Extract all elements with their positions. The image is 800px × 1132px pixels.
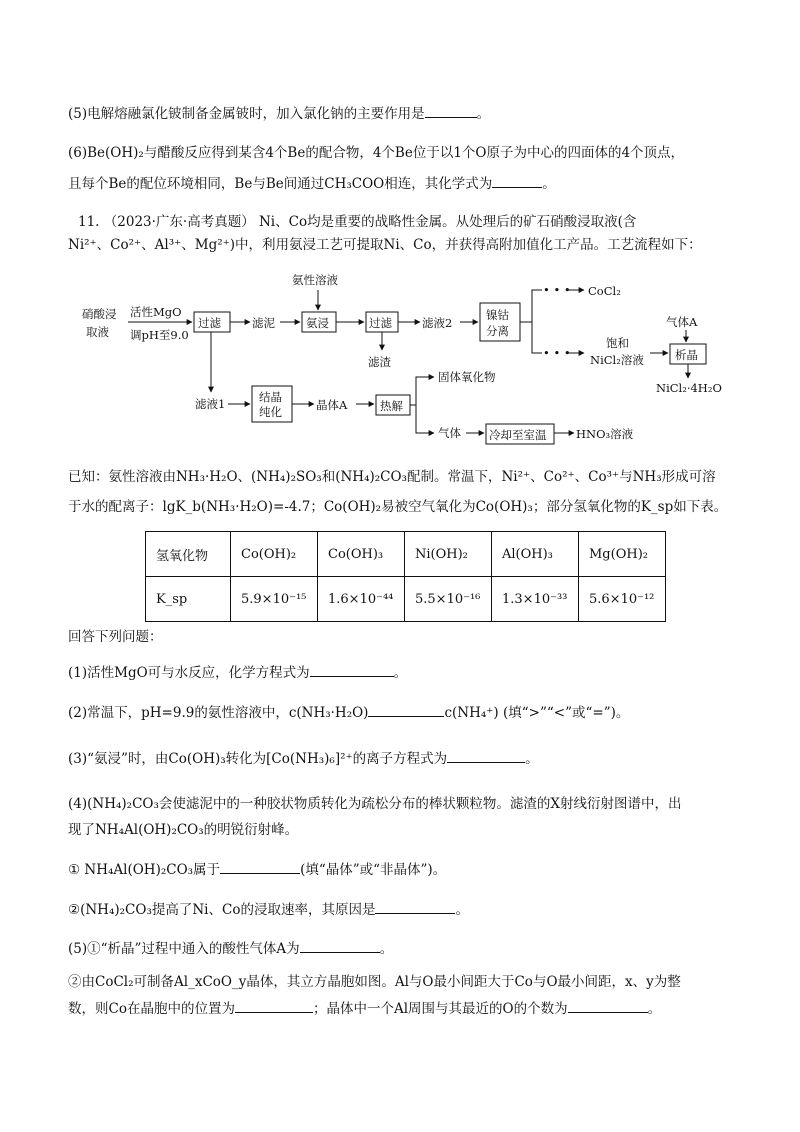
question-5: (5)电解熔融氯化铍制备金属铍时，加入氯化钠的主要作用是 。 bbox=[68, 103, 490, 124]
cocl2-product: CoCl₂ bbox=[588, 284, 621, 298]
answer-blank bbox=[568, 998, 648, 1013]
dots-upper: • • • bbox=[543, 283, 571, 297]
question-6-line2: 且每个Be的配位环境相同，Be与Be间通过CH₃COO相连，其化学式为 。 bbox=[68, 173, 556, 194]
crystal-a-label: 晶体A bbox=[316, 398, 348, 412]
sub-question-4-line1: (4)(NH₄)₂CO₃会使滤泥中的一种胶状物质转化为疏松分布的棒状颗粒物。滤渣的X射线衍射图谱中，出 bbox=[68, 796, 682, 812]
answer-intro: 回答下列问题： bbox=[68, 629, 163, 645]
purification-label-2: 纯化 bbox=[259, 405, 282, 419]
answer-blank bbox=[300, 938, 380, 953]
table-cell: K_sp bbox=[146, 577, 231, 622]
question-6-line1: (6)Be(OH)₂与醋酸反应得到某含4个Be的配合物，4个Be位于以1个O原子为中心的四面体的4个顶点， bbox=[68, 145, 685, 161]
table-cell: 5.5×10⁻¹⁶ bbox=[405, 577, 492, 622]
table-cell: Co(OH)₃ bbox=[318, 532, 405, 577]
ammonia-solution-label: 氨性溶液 bbox=[292, 273, 338, 287]
table-cell: Co(OH)₂ bbox=[231, 532, 318, 577]
table-cell: Al(OH)₃ bbox=[492, 532, 579, 577]
sub-question-3: (3)“氨浸”时，由Co(OH)₃转化为[Co(NH₃)₆]²⁺的离子方程式为 。 bbox=[68, 748, 539, 769]
filtrate-2-label: 滤液2 bbox=[422, 316, 453, 330]
table-cell: Mg(OH)₂ bbox=[579, 532, 666, 577]
ammonia-leach-label: 氨浸 bbox=[306, 316, 329, 330]
pyrolysis-label: 热解 bbox=[380, 399, 403, 413]
sub-question-1: (1)活性MgO可与水反应，化学方程式为 。 bbox=[68, 662, 407, 683]
acetate-group: CH₃COO bbox=[324, 176, 385, 192]
gas-a-label: 气体A bbox=[666, 315, 698, 329]
filter-1-label: 过滤 bbox=[198, 316, 221, 330]
table-row bbox=[146, 577, 666, 622]
dots-lower: • • • bbox=[543, 346, 571, 360]
separation-label-2: 分离 bbox=[486, 324, 509, 338]
sub-question-5-part2-line1: ②由CoCl₂可制备Al_xCoO_y晶体，其立方晶胞如图。Al与O最小间距大于Co与O最小间距，x、y为整 bbox=[68, 974, 681, 990]
sub-question-4-part1: ① NH₄Al(OH)₂CO₃属于 (填“晶体”或“非晶体”)。 bbox=[68, 859, 446, 880]
table-cell: 氢氧化物 bbox=[146, 532, 231, 577]
sub-question-5-part1: (5)①“析晶”过程中通入的酸性气体A为 。 bbox=[68, 938, 393, 959]
answer-blank bbox=[235, 998, 313, 1013]
answer-blank bbox=[368, 702, 444, 717]
process-flow-diagram bbox=[0, 260, 800, 450]
residue-label: 滤渣 bbox=[368, 355, 391, 369]
crystallization-label: 析晶 bbox=[675, 348, 698, 362]
question-11-line2: Ni²⁺、Co²⁺、Al³⁺、Mg²⁺)中，利用氨浸工艺可提取Ni、Co，并获得高附加值化工产品。工艺流程如下： bbox=[68, 237, 702, 253]
answer-blank bbox=[447, 748, 525, 763]
cooling-label: 冷却至室温 bbox=[489, 428, 547, 442]
hno3-product: HNO₃溶液 bbox=[576, 427, 634, 441]
answer-blank bbox=[375, 899, 455, 914]
question-11-line1: 11. （2023·广东·高考真题） Ni、Co均是重要的战略性金属。从处理后的矿石硝酸浸取液(含 bbox=[78, 214, 637, 230]
table-cell: Ni(OH)₂ bbox=[405, 532, 492, 577]
table-header-row bbox=[146, 532, 666, 577]
filtrate-1-label: 滤液1 bbox=[195, 397, 226, 411]
filter-2-label: 过滤 bbox=[369, 316, 392, 330]
separation-label-1: 镍钴 bbox=[486, 308, 509, 322]
reagent-mgo: 活性MgO bbox=[130, 305, 182, 319]
known-line1: 已知：氨性溶液由NH₃·H₂O、(NH₄)₂SO₃和(NH₄)₂CO₃配制。常温下，Ni²⁺、Co²⁺、Co³⁺与NH₃形成可溶 bbox=[68, 469, 716, 485]
gas-label: 气体 bbox=[438, 426, 461, 440]
nicl2-product: NiCl₂·4H₂O bbox=[656, 381, 722, 395]
solid-oxide-label: 固体氧化物 bbox=[438, 370, 496, 384]
answer-blank bbox=[425, 103, 477, 118]
sub-question-4-line2: 现了NH₄Al(OH)₂CO₃的明锐衍射峰。 bbox=[68, 822, 299, 838]
answer-blank bbox=[310, 662, 394, 677]
answer-blank bbox=[220, 859, 300, 874]
sub-question-5-part2-line2: 数，则Co在晶胞中的位置为 ；晶体中一个Al周围与其最近的O的个数为 。 bbox=[68, 998, 661, 1019]
saturated-label-1: 饱和 bbox=[606, 336, 629, 350]
reagent-ph: 调pH至9.0 bbox=[130, 328, 189, 342]
saturated-label-2: NiCl₂溶液 bbox=[590, 353, 644, 367]
table-cell: 5.9×10⁻¹⁵ bbox=[231, 577, 318, 622]
sub-question-4-part2: ②(NH₄)₂CO₃提高了Ni、Co的浸取速率，其原因是 。 bbox=[68, 899, 469, 920]
sub-question-2: (2)常温下，pH=9.9的氨性溶液中，c(NH₃·H₂O) c(NH₄⁺) (填“>”“<”或“=”)。 bbox=[68, 702, 629, 723]
ksp-table bbox=[145, 531, 666, 622]
filter-mud: 滤泥 bbox=[252, 316, 275, 330]
known-line2: 于水的配离子：lgK_b(NH₃·H₂O)=-4.7；Co(OH)₂易被空气氧化为Co(OH)₃；部分氢氧化物的K_sp如下表。 bbox=[68, 499, 728, 515]
answer-blank bbox=[492, 173, 542, 188]
purification-label-1: 结晶 bbox=[259, 390, 282, 404]
start-label-2: 取液 bbox=[86, 325, 109, 339]
start-label-1: 硝酸浸 bbox=[82, 307, 117, 321]
table-cell: 1.6×10⁻⁴⁴ bbox=[318, 577, 405, 622]
table-cell: 1.3×10⁻³³ bbox=[492, 577, 579, 622]
table-cell: 5.6×10⁻¹² bbox=[579, 577, 666, 622]
